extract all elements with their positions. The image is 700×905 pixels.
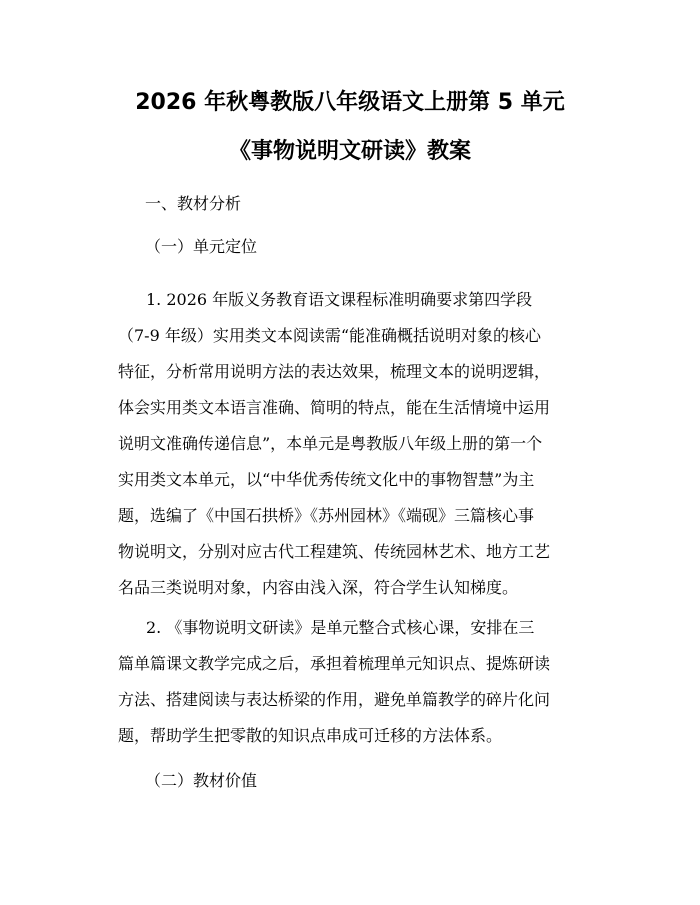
paragraph-1 [118,282,584,606]
paragraph-2-line: 2. 《事物说明文研读》是单元整合式核心课，安排在三 [146,618,535,637]
document-title-line-2: 《事物说明文研读》教案 [228,139,471,164]
paragraph-1-line: 名品三类说明对象，内容由浅入深，符合学生认知梯度。 [118,578,519,597]
paragraph-2-line: 方法、搭建阅读与表达桥梁的作用，避免单篇教学的碎片化问 [118,690,551,709]
paragraph-1-line: 物说明文，分别对应古代工程建筑、传统园林艺术、地方工艺 [118,542,551,561]
section-heading-textbook-analysis: 一、教材分析 [145,194,242,213]
paragraph-1-line: 实用类文本单元，以“中华优秀传统文化中的事物智慧”为主 [118,470,535,489]
subsection-heading-textbook-value: （二）教材价值 [145,771,258,790]
paragraph-2-line: 篇单篇课文教学完成之后，承担着梳理单元知识点、提炼研读 [118,654,551,673]
paragraph-1-line: （7-9 年级）实用类文本阅读需“能准确概括说明对象的核心 [118,326,542,345]
paragraph-2 [118,610,584,754]
paragraph-1-line: 特征，分析常用说明方法的表达效果，梳理文本的说明逻辑， [118,362,551,381]
paragraph-1-line: 说明文准确传递信息”，本单元是粤教版八年级上册的第一个 [118,434,543,453]
paragraph-2-line: 题，帮助学生把零散的知识点串成可迁移的方法体系。 [118,726,503,745]
paragraph-1-line: 1. 2026 年版义务教育语文课程标准明确要求第四学段 [146,290,533,309]
paragraph-1-line: 体会实用类文本语言准确、简明的特点，能在生活情境中运用 [118,398,551,417]
subsection-heading-unit-positioning: （一）单元定位 [145,237,258,256]
document-title-line-1: 2026 年秋粤教版八年级语文上册第 5 单元 [135,90,565,115]
paragraph-1-line: 题，选编了《中国石拱桥》《苏州园林》《端砚》三篇核心事 [118,506,535,525]
